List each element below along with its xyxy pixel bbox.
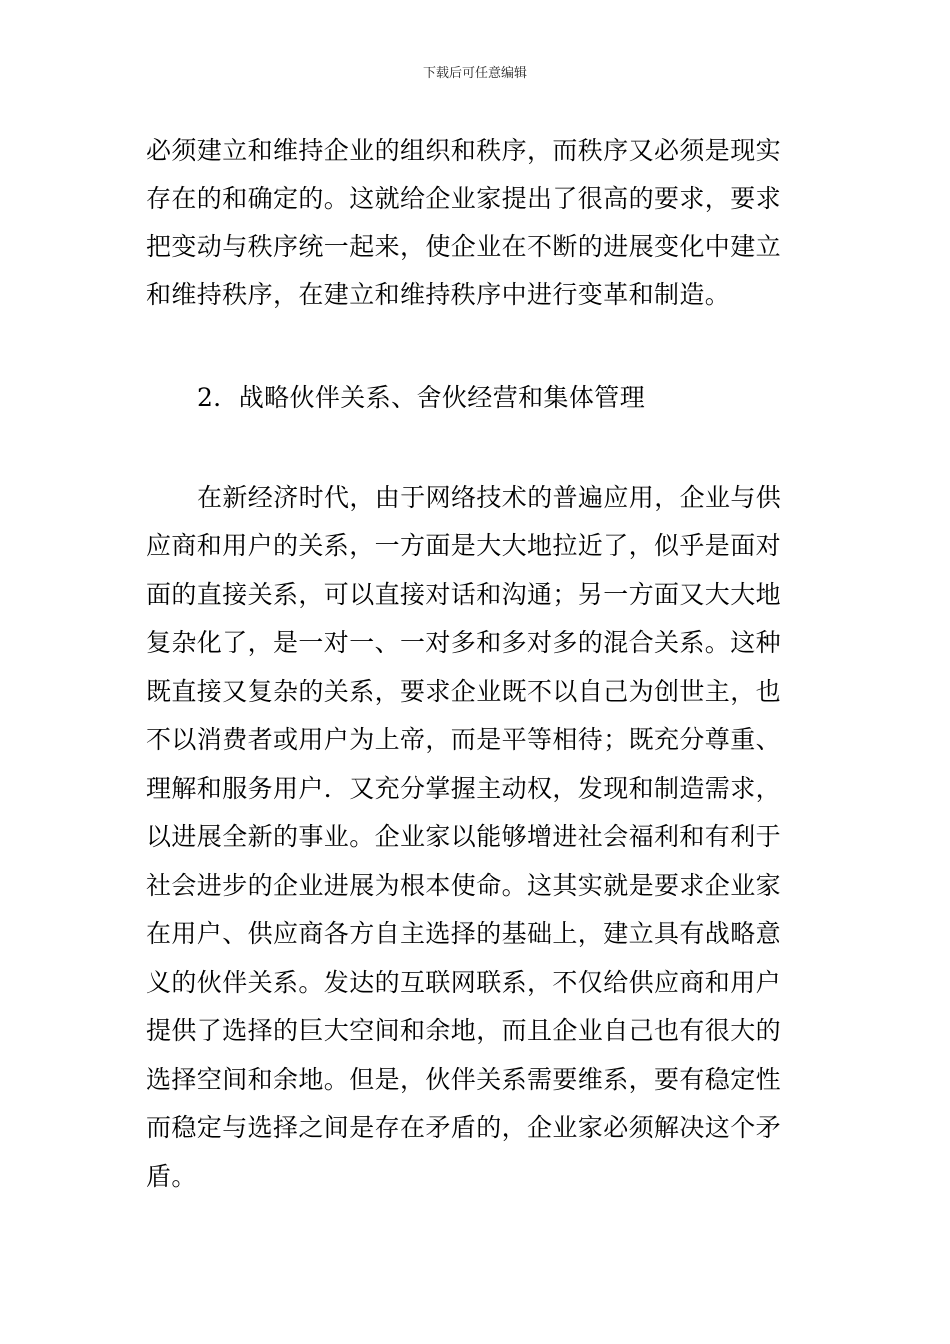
paragraph-3-line-15: 盾。 (146, 1162, 197, 1191)
paragraph-3-line-2: 应商和用户的关系，一方面是大大地拉近了，似乎是面对 (146, 531, 782, 560)
page-header: 下载后可任意编辑 (422, 66, 527, 81)
paragraph-3-line-9: 社会进步的企业进展为根本使命。这其实就是要求企业家 (146, 871, 782, 900)
paragraph-3-line-10: 在用户、供应商各方自主选择的基础上，建立具有战略意 (146, 919, 782, 948)
paragraph-1-line-4: 和维持秩序，在建立和维持秩序中进行变革和制造。 (146, 280, 731, 309)
paragraph-3-line-13: 选择空间和余地。但是，伙伴关系需要维系，要有稳定性 (146, 1065, 782, 1094)
paragraph-1-line-1: 必须建立和维持企业的组织和秩序，而秩序又必须是现实 (146, 136, 782, 165)
paragraph-1-line-3: 把变动与秩序统一起来，使企业在不断的进展变化中建立 (146, 232, 782, 261)
paragraph-3-line-14: 而稳定与选择之间是存在矛盾的，企业家必须解决这个矛 (146, 1113, 782, 1142)
paragraph-3-line-8: 以进展全新的事业。企业家以能够增进社会福利和有利于 (146, 822, 782, 851)
paragraph-3-line-11: 义的伙伴关系。发达的互联网联系，不仅给供应商和用户 (146, 968, 782, 997)
paragraph-3-line-6: 不以消费者或用户为上帝，而是平等相待；既充分尊重、 (146, 725, 782, 754)
paragraph-3-line-3: 面的直接关系，可以直接对话和沟通；另一方面又大大地 (146, 580, 782, 609)
paragraph-3-line-5: 既直接又复杂的关系，要求企业既不以自己为创世主，也 (146, 677, 782, 706)
paragraph-1-line-2: 存在的和确定的。这就给企业家提出了很高的要求，要求 (146, 184, 782, 213)
paragraph-3-line-1: 在新经济时代，由于网络技术的普遍应用，企业与供 (197, 483, 782, 512)
paragraph-3-line-12: 提供了选择的巨大空间和余地，而且企业自己也有很大的 (146, 1016, 782, 1045)
section-heading: 2．战略伙伴关系、舍伙经营和集体管理 (197, 383, 646, 412)
paragraph-3-line-7: 理解和服务用户．又充分掌握主动权，发现和制造需求， (146, 774, 782, 803)
paragraph-3-line-4: 复杂化了，是一对一、一对多和多对多的混合关系。这种 (146, 628, 782, 657)
